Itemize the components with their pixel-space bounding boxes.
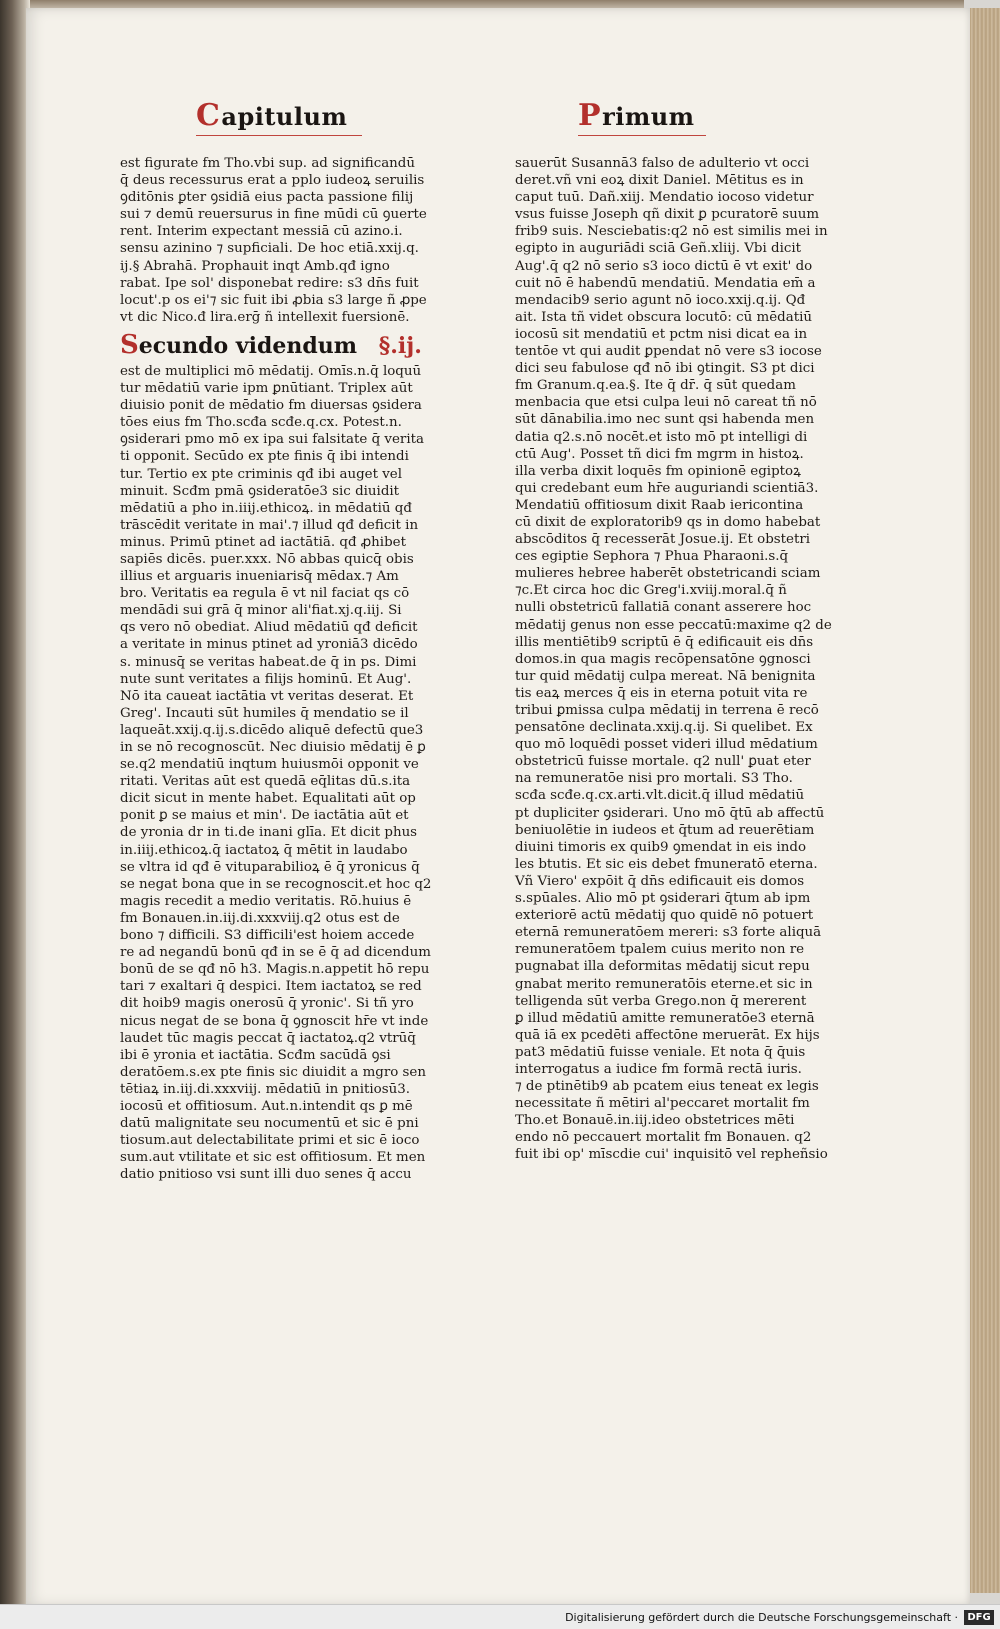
text-line: diuisio ponit de mēdatio fm diuersas ꝯsidera [120,398,422,414]
dfg-logo: DFG [964,1610,994,1625]
text-line: ces egiptie Sephora ⁊ Phua Pharaoni.s.q̄ [515,549,789,565]
text-line: re ad negandū bonū qđ in se ē q̄ ad dicendum [120,945,431,961]
text-line: caput tuū. Dañ.xiij. Mendatio iocoso videtur [515,190,814,206]
text-line: sūt dānabilia.imo nec sunt qsi habenda men [515,412,815,428]
text-line: datia q2.s.nō nocēt.et isto mō pt intelligi di [515,429,808,445]
text-line: mēdatiū a pho in.iiij.ethicoꝝ. in mēdatiū qđ [120,500,412,516]
text-line: sensu azinino ⁊ supficiali. De hoc etiā.xxij.q. [120,241,419,257]
text-line: mulieres hebree haberēt obstetricandi sciam [515,566,821,582]
text-line: nulli obstetricū fallatiā conant asserere hoc [515,600,812,616]
section-rubric [120,329,422,360]
text-line: ꝯsiderari pmo mō ex ipa sui falsitate q̄ verita [120,432,424,448]
text-line: telligenda sūt verba Grego.non q̄ mererent [515,993,807,1009]
text-line: quā iā ex pcedēti affectōne meruerāt. Ex hijs [515,1027,820,1043]
text-line: fuit ibi op' mīscdie cui' inquisitō vel repheñsio [515,1147,828,1163]
text-line: tentōe vt qui audit ꝑpendat nō vere s3 iocose [515,344,822,360]
text-line: tur quid mēdatij culpa mereat. Nā benignita [515,668,816,684]
text-line: ij.§ Abrahā. Prophauit inqt Amb.qđ igno [120,258,390,274]
text-line: ꝯditōnis ꝑter ꝯsidiā eius pacta passione filij [120,190,414,206]
text-line: tis eaꝝ merces q̄ eis in eterna potuit vita re [515,685,808,701]
text-line: cū dixit de exploratorib9 qs in domo habebat [515,514,821,530]
text-line: datio pnitioso vsi sunt illi duo senes q̄ accu [120,1167,412,1183]
text-line: diuini timoris ex quib9 ꝯmendat in eis indo [515,839,807,855]
text-line: necessitate ñ mētiri al'peccaret mortalit fm [515,1096,810,1112]
left-column-lines-before [120,155,440,326]
text-line: q̄ deus recessurus erat a pplo iudeoꝝ seruilis [120,173,425,189]
text-line: nute sunt veritates a filijs hominū. Et Aug'. [120,671,412,687]
left-column-lines-after [120,363,440,1184]
text-line: qs vero nō obediat. Aliud mēdatiū qđ deficit [120,620,418,636]
heading-left-initial: C [196,98,221,133]
text-line: ⁊c.Et circa hoc dic Greg'i.xviij.moral.q̄ ñ [515,583,787,599]
text-line: obstetricū fuisse mortale. q2 null' ꝑuat eter [515,754,811,770]
text-line: sapiēs dicēs. puer.xxx. Nō abbas quicq̄ obis [120,551,414,567]
text-line: se.q2 mendatiū inqtum huiusmōi opponit ve [120,757,419,773]
text-line: mēdatij genus non esse peccatū:maxime q2 de [515,617,832,633]
text-line: deret.vñ vni eoꝝ dixit Daniel. Mētitus es in [515,173,804,189]
text-line: laqueāt.xxij.q.ij.s.dicēdo aliquē defectū que3 [120,722,424,738]
text-line: locut'.p os ei'⁊ sic fuit ibi ꝓbia s3 large ñ ꝓpe [120,292,427,308]
text-line: menbacia que etsi culpa leui nō careat tñ nō [515,395,817,411]
right-column-lines [515,155,835,1164]
text-line: se vltra id qđ ē vituparabilioꝝ ē q̄ yronicus q̄ [120,859,420,875]
text-line: dici seu fabulose qđ nō ibi ꝯtingit. S3 pt dici [515,361,815,377]
text-line: scđa scđe.q.cx.arti.vlt.dicit.q̄ illud mēdatiū [515,788,805,804]
text-line: endo nō peccauert mortalit fm Bonauen. q2 [515,1130,812,1146]
text-line: frib9 suis. Nesciebatis:q2 nō est similis mei in [515,224,828,240]
running-heading-right [578,98,695,133]
text-line: ritati. Veritas aūt est quedā eq̄litas dū.s.ita [120,774,411,790]
text-line: sui ⁊ demū reuersurus in fine mūdi cū ꝯuerte [120,207,427,223]
text-line: se negat bona que in se recognoscit.et hoc q2 [120,876,432,892]
text-line: bono ⁊ difficili. S3 difficili'est hoiem accede [120,928,415,944]
text-line: rabat. Ipe sol' disponebat redire: s3 dn̄s fuit [120,275,419,291]
text-line: tōes eius fm Tho.scđa scđe.q.cx. Potest.n. [120,415,402,431]
text-line: Mendatiū offitiosum dixit Raab iericontina [515,497,804,513]
text-line: tētiaꝝ in.iij.di.xxxviij. mēdatiū in pnitiosū3. [120,1081,411,1097]
text-line: illis mentiētib9 scriptū ē q̄ edificauit eis dn̄s [515,634,814,650]
text-line: ꝑ illud mēdatiū amitte remuneratōe3 eternā [515,1010,815,1026]
text-line: fm Bonauen.in.iij.di.xxxviij.q2 otus est de [120,910,400,926]
text-line: tur. Tertio ex pte criminis qđ ibi auget vel [120,466,403,482]
text-line: minuit. Scđm pmā ꝯsideratōe3 sic diuidit [120,483,400,499]
text-line: iocosū sit mendatiū et pctm nisi dicat ea in [515,326,808,342]
text-line: de yronia dr in ti.de inani glīa. Et dicit phus [120,825,418,841]
text-line: in se nō recognoscūt. Nec diuisio mēdatij ē ꝑ [120,740,426,755]
text-line: rent. Interim expectant messiā cū azino.i. [120,224,403,240]
text-line: mendacib9 serio agunt nō ioco.xxij.q.ij. Qđ [515,292,806,308]
text-line: eternā remuneratōem mereri: s3 forte aliquā [515,925,822,941]
text-line: Aug'.q̄ q2 nō serio s3 ioco dictū ē vt exit' do [515,258,813,274]
text-line: minus. Primū ptinet ad iactātiā. qđ ꝓhibet [120,534,406,550]
text-line: ibi ē yronia et iactātia. Scđm sacūdā ꝯsi [120,1047,391,1063]
text-line: ctū Aug'. Posset tñ dici fm mgrm in histoꝝ. [515,446,804,462]
digitization-footer [0,1604,1000,1629]
text-line: bro. Veritatis ea regula ē vt nil faciat qs cō [120,586,410,602]
text-line: mendādi sui grā q̄ minor ali'fiat.xj.q.iij. Si [120,603,402,619]
text-line: pugnabat illa deformitas mēdatij sicut repu [515,959,810,975]
text-line: egipto in auguriādi sciā Geñ.xliij. Vbi dicit [515,241,802,257]
text-line: sum.aut vtilitate et sic est offitiosum. Et men [120,1150,426,1166]
text-line: ponit ꝑ se maius et min'. De iactātia aūt et [120,808,409,824]
text-line: remuneratōem tpalem cuius merito non re [515,942,805,958]
rubric-initial: S [120,329,139,360]
text-line: ait. Ista tñ videt obscura locutō: cū mēdatiū [515,309,812,325]
text-line: les btutis. Et sic eis debet fmuneratō eterna. [515,856,818,872]
text-line: sauerūt Susannā3 falso de adulterio vt occi [515,156,810,171]
heading-right-underline [578,135,706,136]
text-line: datū malignitate seu nocumentū et sic ē pni [120,1116,419,1132]
text-line: exteriorē actū mēdatij quo quidē nō potuert [515,908,814,924]
heading-right-text: rimum [602,102,695,131]
text-line: trāscēdit veritate in mai'.⁊ illud qđ deficit in [120,517,419,533]
text-line: dicit sicut in mente habet. Equalitati aūt op [120,791,416,807]
text-line: na remuneratōe nisi pro mortali. S3 Tho. [515,771,793,787]
running-heading-left [196,98,347,133]
text-line: est figurate fm Tho.vbi sup. ad significandū [120,156,415,171]
text-line: Nō ita caueat iactātia vt veritas deserat. Et [120,688,414,704]
text-line: interrogatus a iudice fm formā rectā iuris. [515,1061,802,1077]
text-line: Vñ Viero' expōit q̄ dn̄s edificauit eis domos [515,873,805,889]
text-line: in.iiij.ethicoꝝ.q̄ iactatoꝝ q̄ mētit in laudabo [120,842,408,858]
text-line: pat3 mēdatiū fuisse veniale. Et nota q̄ q̄uis [515,1044,806,1060]
text-line: nicus negat de se bona q̄ ꝯgnoscit hr̄e vt inde [120,1013,429,1029]
text-line: ⁊ de ptinētib9 ab pcatem eius teneat ex legis [515,1079,819,1095]
text-line: ti opponit. Secūdo ex pte finis q̄ ibi intendi [120,449,409,465]
text-line: fm Granum.q.ea.§. Ite q̄ dr̄. q̄ sūt quedam [515,378,796,394]
text-line: abscōditos q̄ recesserāt Josue.ij. Et obstetri [515,532,811,548]
funding-credit: Digitalisierung gefördert durch die Deutsche Forschungsgemeinschaft · [565,1611,958,1624]
heading-left-text: apitulum [221,102,348,131]
text-line: vsus fuisse Joseph qñ dixit ꝑ pcuratorē suum [515,207,820,223]
text-line: cuit nō ē habendū mendatiū. Mendatia em̄ a [515,275,816,291]
text-line: vt dic Nico.đ lira.erḡ ñ intellexit fuersionē. [120,309,410,325]
text-line: s.spūales. Alio mō pt ꝯsiderari q̄tum ab ipm [515,891,811,907]
text-line: Greg'. Incauti sūt humiles q̄ mendatio se il [120,705,409,721]
text-line: pt dupliciter ꝯsiderari. Uno mō q̄tū ab affectū [515,805,825,821]
text-line: magis recedit a medio veritatis. Rō.huius ē [120,893,412,909]
text-line: gnabat merito remuneratōis eterne.et sic in [515,976,813,992]
text-line: illa verba dixit loquēs fm opinionē egiptoꝝ [515,463,801,479]
text-line: s. minusq̄ se veritas habeat.de q̄ in ps. Dimi [120,654,417,670]
text-line: iocosū et offitiosum. Aut.n.intendit qs ꝑ mē [120,1098,413,1114]
text-column-left [120,155,440,1183]
text-line: illius et arguaris inueniarisq̄ mēdax.⁊ Am [120,569,399,585]
text-line: tari ⁊ exaltari q̄ despici. Item iactatoꝝ se red [120,979,422,995]
text-line: domos.in qua magis recōpensatōne ꝯgnosci [515,651,811,667]
heading-left-underline [196,135,362,136]
text-line: laudet tūc magis peccat q̄ iactatoꝝ.q2 vtrūq̄ [120,1030,416,1046]
text-line: qui credebant eum hr̄e auguriandi scientiā3. [515,480,819,496]
text-line: pensatōne declinata.xxij.q.ij. Si quelibet. Ex [515,720,813,736]
text-line: dit hoib9 magis onerosū q̄ yronic'. Si tñ yro [120,996,414,1012]
text-line: Tho.et Bonauē.in.iij.ideo obstetrices mēti [515,1113,795,1129]
text-line: tiosum.aut delectabilitate primi et sic ē ioco [120,1133,420,1149]
rubric-section-mark: §.ij. [378,332,422,359]
text-line: beniuolētie in iudeos et q̄tum ad reuerētiam [515,822,815,838]
text-line: deratōem.s.ex pte finis sic diuidit a mgro sen [120,1064,426,1080]
text-line: tur mēdatiū varie ipm ꝑnūtiant. Triplex aūt [120,381,413,397]
text-column-right [515,155,835,1164]
text-line: a veritate in minus ptinet ad yroniā3 dicēdo [120,637,418,653]
text-line: bonū de se qđ nō h3. Magis.n.appetit hō repu [120,962,430,978]
rubric-text: ecundo videndum [138,332,358,359]
text-line: tribui ꝑmissa culpa mēdatij in terrena ē recō [515,703,819,718]
heading-right-initial: P [578,98,602,133]
text-line: quo mō loquēdi posset videri illud mēdatium [515,737,818,753]
text-line: est de multiplici mō mēdatij. Omīs.n.q̄ loquū [120,363,422,379]
